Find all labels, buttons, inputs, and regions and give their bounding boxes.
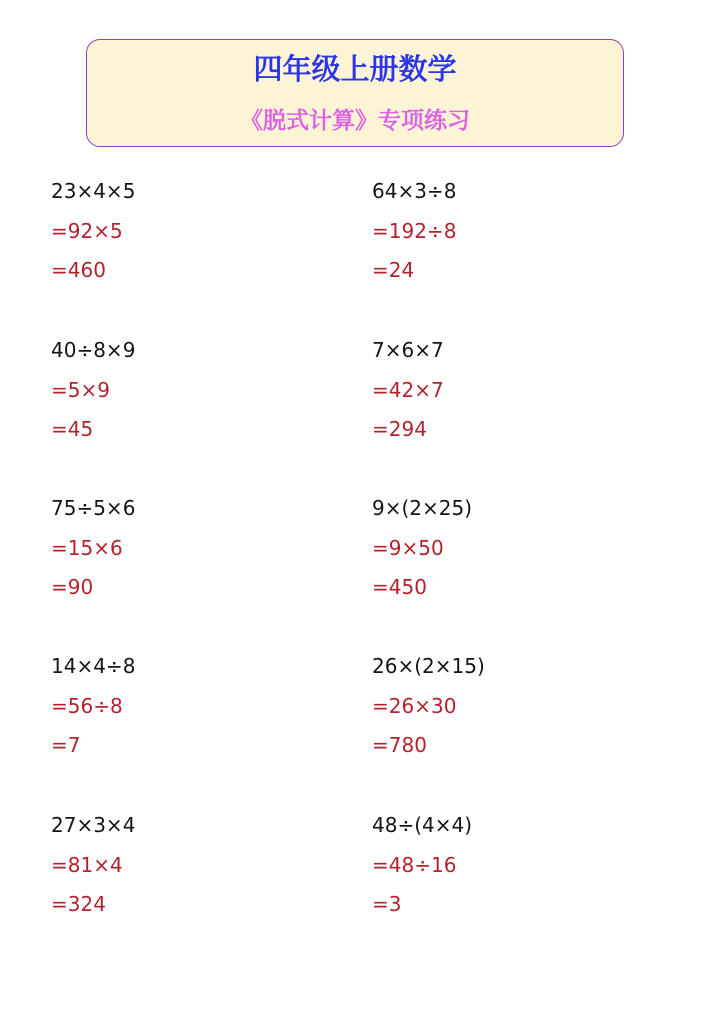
problem-8	[372, 647, 672, 766]
problem-expression: 7×6×7	[372, 338, 444, 362]
solution-step: =56÷8	[51, 693, 123, 718]
problem-expression: 64×3÷8	[372, 179, 457, 203]
solution-answer: =24	[372, 258, 415, 282]
problem-expression: 14×4÷8	[51, 654, 136, 678]
solution-answer: =45	[51, 417, 94, 441]
solution-answer: =3	[372, 892, 402, 916]
solution-step: =192÷8	[372, 218, 457, 243]
solution-step: =26×30	[372, 693, 457, 718]
worksheet-header	[86, 39, 624, 147]
problem-expression: 48÷(4×4)	[372, 813, 473, 837]
problem-6	[372, 489, 672, 608]
problem-7	[51, 647, 351, 766]
solution-answer: =450	[372, 575, 427, 599]
problem-4	[372, 331, 672, 450]
worksheet-title: 四年级上册数学	[253, 52, 457, 86]
problem-10	[372, 806, 672, 925]
problem-expression: 75÷5×6	[51, 496, 136, 520]
problem-expression: 40÷8×9	[51, 338, 136, 362]
solution-answer: =324	[51, 892, 106, 916]
solution-answer: =780	[372, 733, 427, 757]
worksheet-subtitle: 《脱式计算》专项练习	[240, 108, 470, 134]
solution-step: =81×4	[51, 852, 123, 877]
solution-step: =5×9	[51, 377, 110, 402]
solution-step: =48÷16	[372, 852, 457, 877]
problem-expression: 9×(2×25)	[372, 496, 473, 520]
problem-9	[51, 806, 351, 925]
solution-step: =15×6	[51, 535, 123, 560]
solution-answer: =7	[51, 733, 81, 757]
solution-step: =9×50	[372, 535, 444, 560]
problem-5	[51, 489, 351, 608]
problem-expression: 23×4×5	[51, 179, 136, 203]
problem-2	[372, 172, 672, 291]
problem-1	[51, 172, 351, 291]
solution-answer: =294	[372, 417, 427, 441]
solution-answer: =460	[51, 258, 106, 282]
solution-step: =92×5	[51, 218, 123, 243]
problem-3	[51, 331, 351, 450]
problem-expression: 27×3×4	[51, 813, 136, 837]
solution-answer: =90	[51, 575, 94, 599]
solution-step: =42×7	[372, 377, 444, 402]
problem-expression: 26×(2×15)	[372, 654, 485, 678]
